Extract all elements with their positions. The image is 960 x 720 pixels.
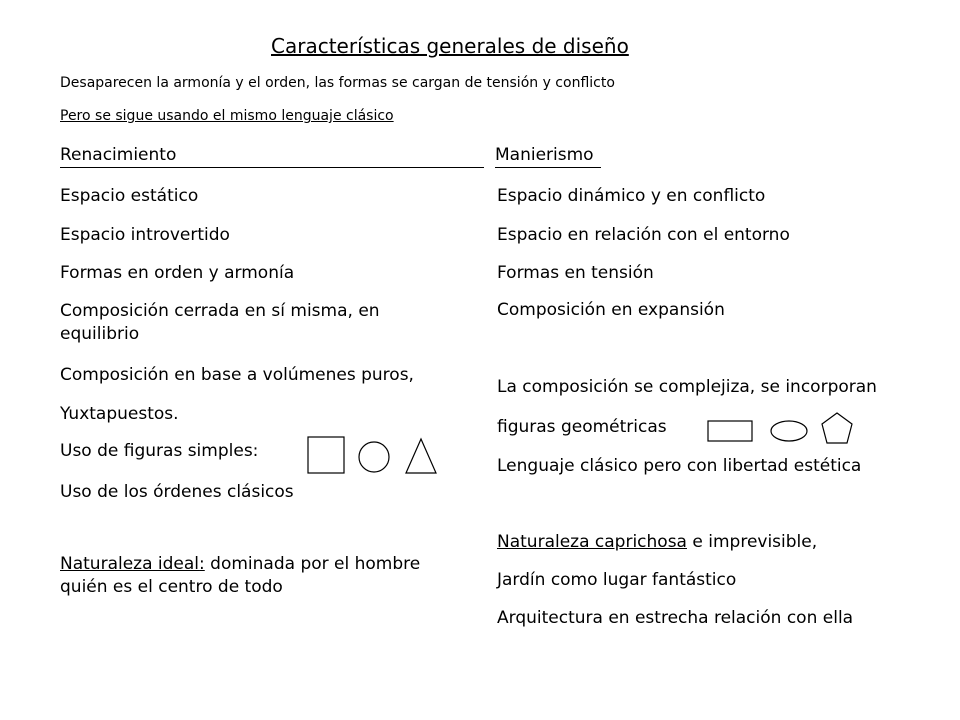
square-shape-icon xyxy=(308,437,344,473)
page-title: Características generales de diseño xyxy=(271,34,629,58)
right-item-espacio-entorno: Espacio en relación con el entorno xyxy=(497,225,790,245)
header-renacimiento: Renacimiento xyxy=(60,145,177,165)
left-item-formas-orden: Formas en orden y armonía xyxy=(60,263,295,283)
header-underline-right xyxy=(495,167,601,168)
right-item-lenguaje-libertad: Lenguaje clásico pero con libertad estética xyxy=(497,456,862,476)
naturaleza-ideal-colon: : xyxy=(199,554,205,574)
circle-shape-icon xyxy=(359,442,389,472)
right-item-formas-tension: Formas en tensión xyxy=(497,263,654,283)
left-item-composicion-cerrada: Composición cerrada en sí misma, en equilibrio xyxy=(60,301,380,344)
right-item-figuras-geometricas: figuras geométricas xyxy=(497,417,667,437)
left-naturaleza-ideal xyxy=(60,553,440,599)
right-item-jardin: Jardín como lugar fantástico xyxy=(497,570,737,590)
complex-shapes-figure xyxy=(700,410,870,450)
rectangle-shape-icon xyxy=(708,421,752,441)
left-item-figuras-simples: Uso de figuras simples: xyxy=(60,441,259,461)
right-item-espacio-dinamico: Espacio dinámico y en conflicto xyxy=(497,186,766,206)
naturaleza-caprichosa-text: e imprevisible, xyxy=(686,532,818,552)
naturaleza-ideal-label: Naturaleza ideal xyxy=(60,554,200,574)
right-item-complejiza: La composición se complejiza, se incorporan xyxy=(497,377,877,397)
left-item-espacio-estatico: Espacio estático xyxy=(60,186,199,206)
pentagon-shape-icon xyxy=(822,413,852,443)
header-underline-left xyxy=(60,167,484,168)
triangle-shape-icon xyxy=(406,439,436,473)
ellipse-shape-icon xyxy=(771,421,807,441)
left-item-ordenes-clasicos: Uso de los órdenes clásicos xyxy=(60,482,294,502)
right-item-arquitectura: Arquitectura en estrecha relación con ella xyxy=(497,608,854,628)
header-manierismo: Manierismo xyxy=(495,145,594,165)
right-item-composicion-expansion: Composición en expansión xyxy=(497,300,725,320)
left-item-volumenes-puros: Composición en base a volúmenes puros, xyxy=(60,365,414,385)
subtitle-tension: Desaparecen la armonía y el orden, las formas se cargan de tensión y conflicto xyxy=(60,75,615,91)
subtitle-classic-language: Pero se sigue usando el mismo lenguaje clásico xyxy=(60,108,394,124)
naturaleza-ideal-text: dominada por el hombre quién es el centro de todo xyxy=(60,554,421,597)
right-naturaleza-caprichosa xyxy=(497,532,817,552)
naturaleza-caprichosa-label: Naturaleza caprichosa xyxy=(497,532,687,552)
simple-shapes-figure xyxy=(300,432,450,477)
left-item-espacio-introvertido: Espacio introvertido xyxy=(60,225,230,245)
left-item-yuxtapuestos: Yuxtapuestos. xyxy=(60,404,179,424)
